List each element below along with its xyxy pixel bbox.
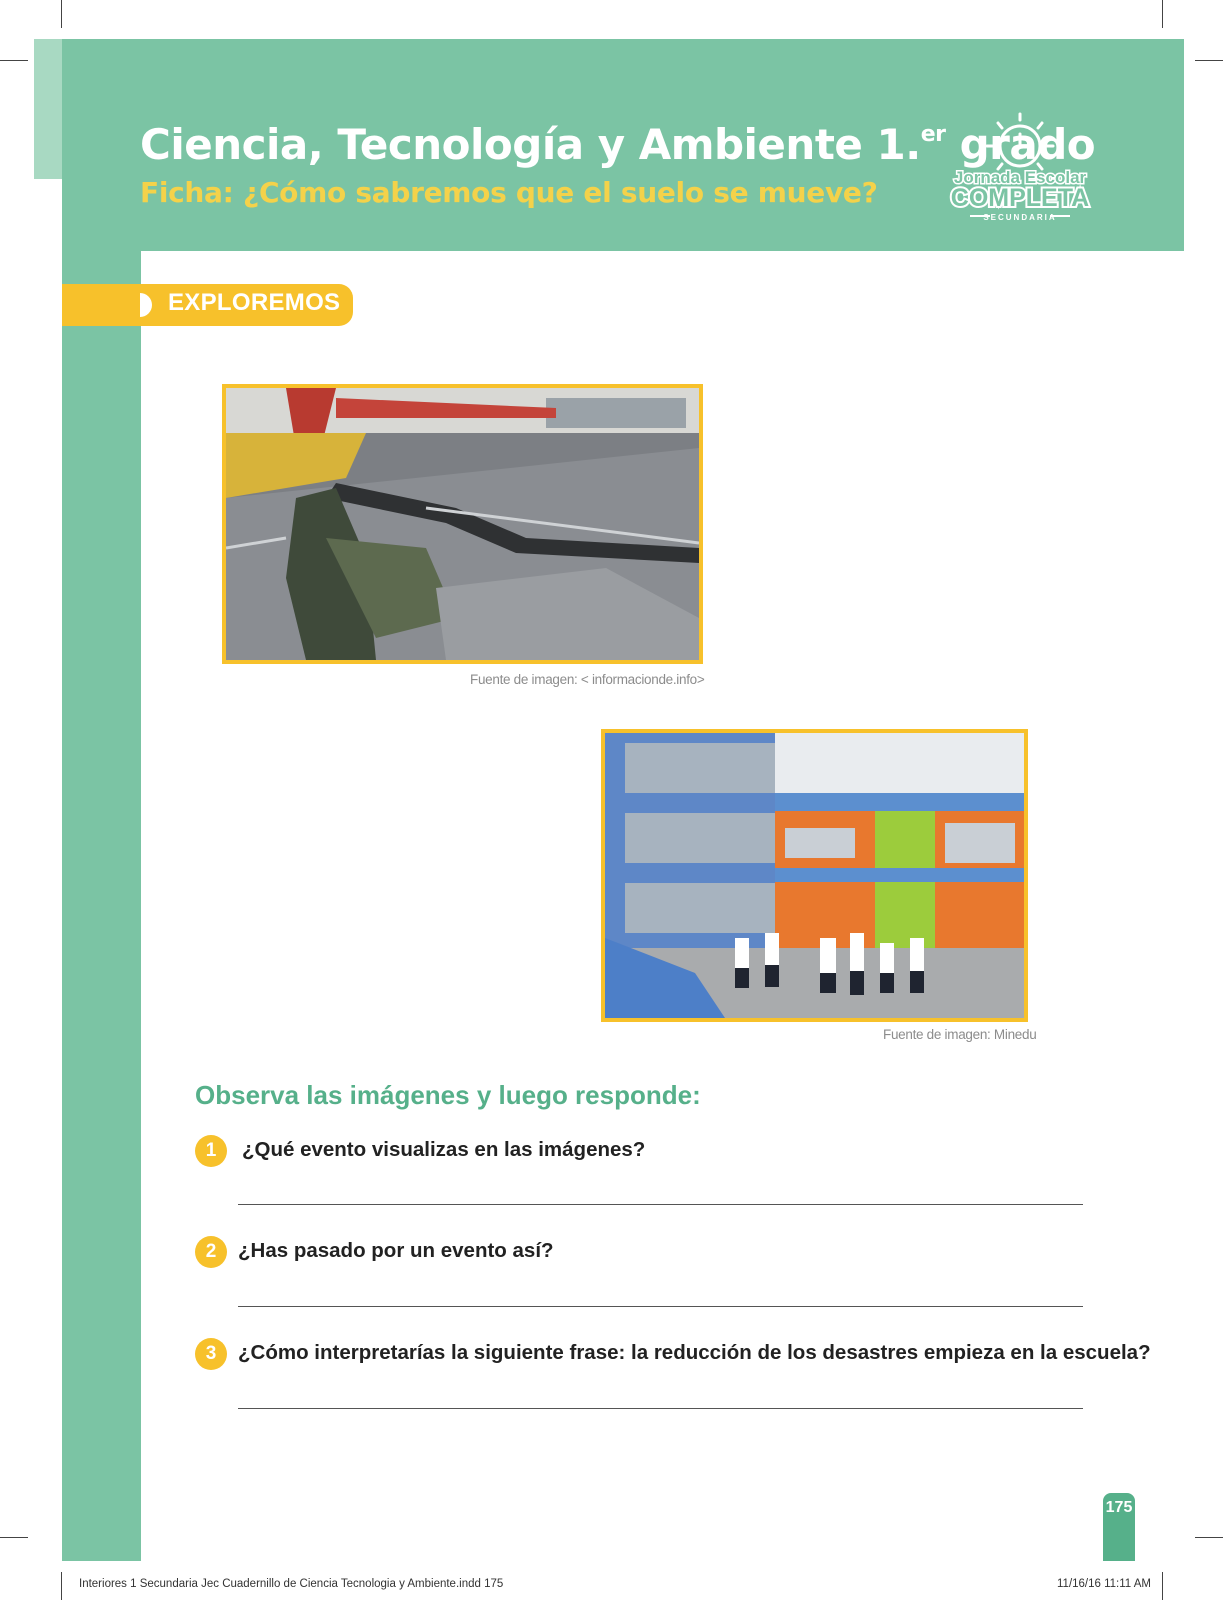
crop-mark xyxy=(61,0,62,28)
question-text: ¿Cómo interpretarías la siguiente frase: la reducción de los desastres empieza en la escuela? xyxy=(238,1341,1151,1364)
earthquake-damage-photo xyxy=(222,384,703,664)
question-text: ¿Has pasado por un evento así? xyxy=(238,1239,554,1262)
crop-mark xyxy=(1162,1572,1163,1600)
logo-line3: SECUNDARIA xyxy=(983,213,1057,222)
school-evacuation-photo xyxy=(601,729,1028,1022)
title-tail: grado xyxy=(945,120,1096,169)
logo-line2: COMPLETA xyxy=(950,184,1090,212)
sun-clock-icon xyxy=(940,108,1100,223)
title-superscript: er xyxy=(920,122,946,147)
logo-line1: Jornada Escolar xyxy=(953,168,1087,187)
header-side-tab xyxy=(34,39,62,179)
crop-mark xyxy=(1195,60,1223,61)
question-number-badge: 1 xyxy=(195,1135,227,1167)
left-margin-strip xyxy=(62,251,141,1561)
crop-mark xyxy=(0,60,28,61)
title-main: Ciencia, Tecnología y Ambiente 1. xyxy=(140,120,921,169)
answer-line[interactable] xyxy=(238,1408,1083,1409)
page-subtitle: Ficha: ¿Cómo sabremos que el suelo se mueve? xyxy=(140,176,878,209)
question-text: ¿Qué evento visualizas en las imágenes? xyxy=(242,1138,646,1161)
instructions-heading: Observa las imágenes y luego responde: xyxy=(195,1080,701,1110)
crop-mark xyxy=(1162,0,1163,28)
footer-timestamp: 11/16/16 11:11 AM xyxy=(1057,1578,1151,1590)
answer-line[interactable] xyxy=(238,1204,1083,1205)
question-number-badge: 3 xyxy=(195,1338,227,1370)
image-caption: Fuente de imagen: < informacionde.info> xyxy=(470,672,705,687)
image-caption: Fuente de imagen: Minedu xyxy=(883,1027,1037,1042)
jornada-escolar-logo xyxy=(940,108,1100,223)
crop-mark xyxy=(61,1572,62,1600)
question-number-badge: 2 xyxy=(195,1236,227,1268)
crop-mark xyxy=(0,1537,28,1538)
answer-line[interactable] xyxy=(238,1306,1083,1307)
crop-mark xyxy=(1195,1537,1223,1538)
footer-file-info: Interiores 1 Secundaria Jec Cuadernillo de Ciencia Tecnologia y Ambiente.indd 175 xyxy=(79,1578,504,1590)
page-number: 175 xyxy=(1105,1499,1133,1516)
section-title: EXPLOREMOS xyxy=(168,289,341,316)
